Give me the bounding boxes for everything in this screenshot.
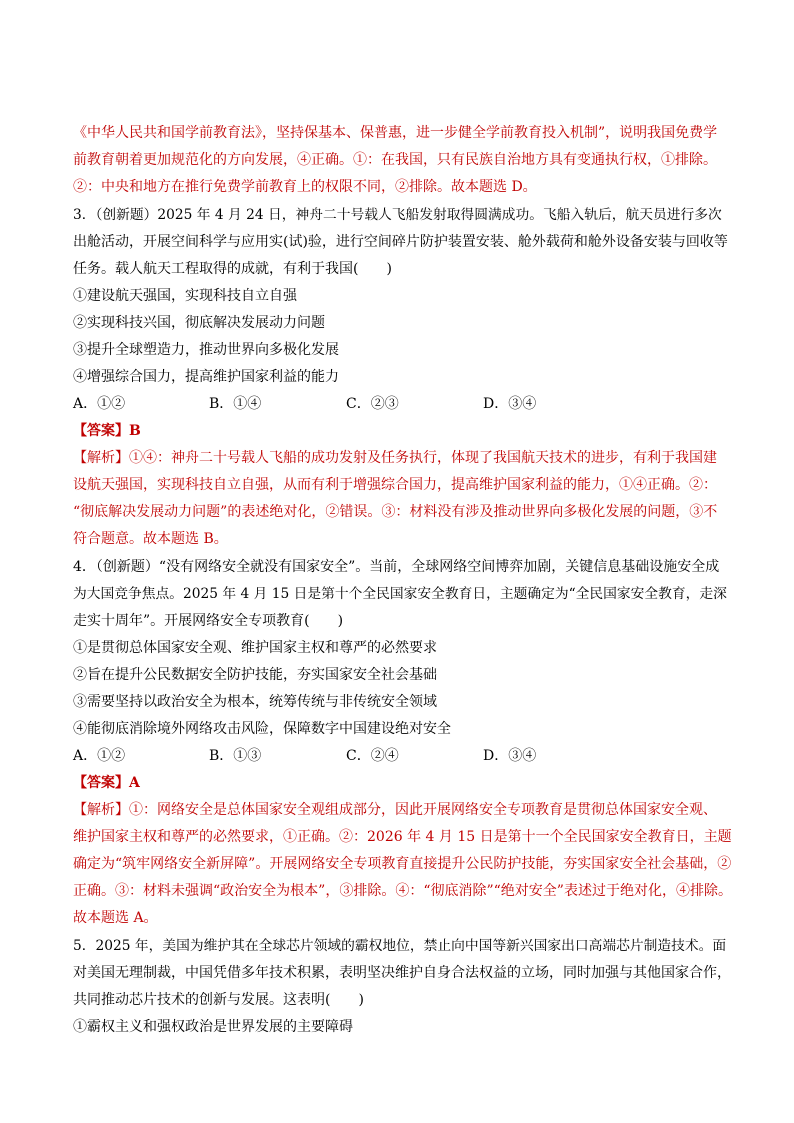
q4-analysis-line-2: 维护国家主权和尊严的必然要求，①正确。②：2026 年 4 月 15 日是第十一个全民国家安全教育日，主题 <box>73 829 732 845</box>
q2-analysis-line-2: 前教育朝着更加规范化的方向发展，④正确。①：在我国，只有民族自治地方具有变通执行权，①排除。 <box>73 152 717 168</box>
q4-analysis-line-4: 正确。③：材料未强调“政治安全为根本”，③排除。④：“彻底消除”“绝对安全”表述过于绝对化，④排除。 <box>73 883 732 899</box>
q4-stem-line-2: 为大国竞争焦点。2025 年 4 月 15 日是第十个全民国家安全教育日，主题确定为“全民国家安全教育，走深 <box>73 586 727 602</box>
q3-item-1: ①建设航天强国，实现科技自立自强 <box>73 288 297 304</box>
q3-analysis-line-4: 符合题意。故本题选 B。 <box>73 531 228 547</box>
q3-analysis-line-1: 【解析】①④：神舟二十号载人飞船的成功发射及任务执行，体现了我国航天技术的进步，有利于我国建 <box>73 450 717 466</box>
q3-stem-line-1: 3．（创新题）2025 年 4 月 24 日，神舟二十号载人飞船发射取得圆满成功。飞船入轨后，航天员进行多次 <box>73 207 722 223</box>
q3-analysis-line-3: “彻底解决发展动力问题”的表述绝对化，②错误。③：材料没有涉及推动世界向多极化发展的问题，③不 <box>73 504 718 520</box>
q3-analysis-line-2: 设航天强国，实现科技自立自强，从而有利于增强综合国力，提高维护国家利益的能力，①④正确。②： <box>73 477 717 493</box>
q4-option-d: D．③④ <box>483 748 537 764</box>
q3-option-a: A．①② <box>73 396 126 412</box>
q5-stem-line-1: 5．2025 年，美国为维护其在全球芯片领域的霸权地位，禁止向中国等新兴国家出口高端芯片制造技术。面 <box>73 938 727 954</box>
q4-analysis-line-1: 【解析】①：网络安全是总体国家安全观组成部分，因此开展网络安全专项教育是贯彻总体国家安全观、 <box>73 802 717 818</box>
q3-item-2: ②实现科技兴国，彻底解决发展动力问题 <box>73 315 325 331</box>
q4-stem-line-1: 4．（创新题）“没有网络安全就没有国家安全”。当前，全球网络空间博弈加剧，关键信息基础设施安全成 <box>73 559 720 575</box>
q5-item-1: ①霸权主义和强权政治是世界发展的主要障碍 <box>73 1019 353 1035</box>
q3-option-d: D．③④ <box>483 396 537 412</box>
q4-item-3: ③需要坚持以政治安全为根本，统筹传统与非传统安全领域 <box>73 694 437 710</box>
q2-analysis-line-1: 《中华人民共和国学前教育法》，坚持保基本、保普惠，进一步健全学前教育投入机制”，说明我国免费学 <box>73 125 718 141</box>
q4-option-a: A．①② <box>73 748 126 764</box>
q2-analysis-line-3: ②：中央和地方在推行免费学前教育上的权限不同，②排除。故本题选 D。 <box>73 179 537 195</box>
q5-stem-line-2: 对美国无理制裁，中国凭借多年技术积累，表明坚决维护自身合法权益的立场，同时加强与其他国家合作， <box>73 965 731 981</box>
q5-stem-line-3: 共同推动芯片技术的创新与发展。这表明( ) <box>73 992 364 1008</box>
q4-stem-line-3: 走实十周年”。开展网络安全专项教育( ) <box>73 613 344 629</box>
q3-option-b: B．①④ <box>209 396 262 412</box>
q3-option-c: C．②③ <box>346 396 399 412</box>
q4-analysis-line-3: 确定为“筑牢网络安全新屏障”。开展网络安全专项教育直接提升公民防护技能，夯实国家安全社会基础，② <box>73 856 732 872</box>
q4-option-b: B．①③ <box>209 748 262 764</box>
q3-item-4: ④增强综合国力，提高维护国家利益的能力 <box>73 369 339 385</box>
q4-option-c: C．②④ <box>346 748 399 764</box>
q3-answer: 【答案】B <box>73 423 141 439</box>
q4-item-2: ②旨在提升公民数据安全防护技能，夯实国家安全社会基础 <box>73 667 437 683</box>
q4-answer: 【答案】A <box>73 775 140 791</box>
q3-item-3: ③提升全球塑造力，推动世界向多极化发展 <box>73 342 339 358</box>
q3-stem-line-2: 出舱活动，开展空间科学与应用实(试)验，进行空间碎片防护装置安装、舱外载荷和舱外设备安装与回收等 <box>73 234 728 250</box>
q3-stem-line-3: 任务。载人航天工程取得的成就，有利于我国( ) <box>73 261 392 277</box>
q4-item-4: ④能彻底消除境外网络攻击风险，保障数字中国建设绝对安全 <box>73 721 451 737</box>
q4-item-1: ①是贯彻总体国家安全观、维护国家主权和尊严的必然要求 <box>73 640 437 656</box>
q4-analysis-line-5: 故本题选 A。 <box>73 910 158 926</box>
